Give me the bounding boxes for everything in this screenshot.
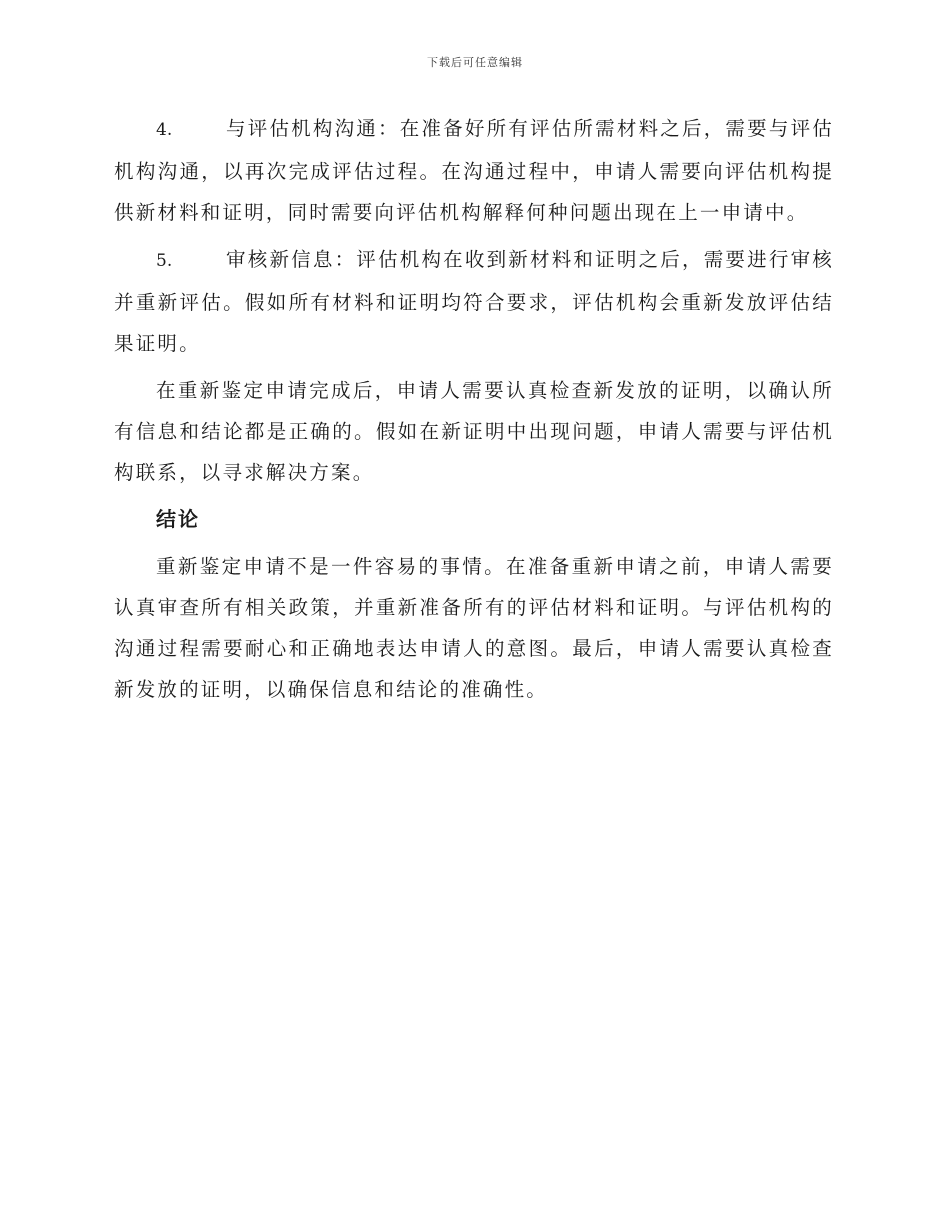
list-item-text: 审核新信息：评估机构在收到新材料和证明之后，需要进行审核并重新评估。假如所有材料和证明均符合要求，评估机构会重新发放评估结果证明。 bbox=[114, 248, 834, 355]
header-note: 下载后可任意编辑 bbox=[427, 56, 523, 69]
list-number: 5. bbox=[156, 251, 173, 271]
conclusion-heading: 结论 bbox=[156, 507, 200, 531]
list-item-text: 与评估机构沟通：在准备好所有评估所需材料之后，需要与评估机构沟通，以再次完成评估过程。在沟通过程中，申请人需要向评估机构提供新材料和证明，同时需要向评估机构解释何种问题出现在上一申请中。 bbox=[114, 117, 834, 224]
document-body bbox=[114, 108, 834, 716]
list-item-5 bbox=[114, 239, 834, 364]
list-item-4 bbox=[114, 108, 834, 233]
conclusion-paragraph: 重新鉴定申请不是一件容易的事情。在准备重新申请之前，申请人需要认真审查所有相关政策，并重新准备所有的评估材料和证明。与评估机构的沟通过程需要耐心和正确地表达申请人的意图。最后，申请人需要认真检查新发放的证明，以确保信息和结论的准确性。 bbox=[114, 555, 834, 701]
list-number: 4. bbox=[156, 120, 173, 140]
after-list-paragraph: 在重新鉴定申请完成后，申请人需要认真检查新发放的证明，以确认所有信息和结论都是正确的。假如在新证明中出现问题，申请人需要与评估机构联系，以寻求解决方案。 bbox=[114, 379, 834, 484]
